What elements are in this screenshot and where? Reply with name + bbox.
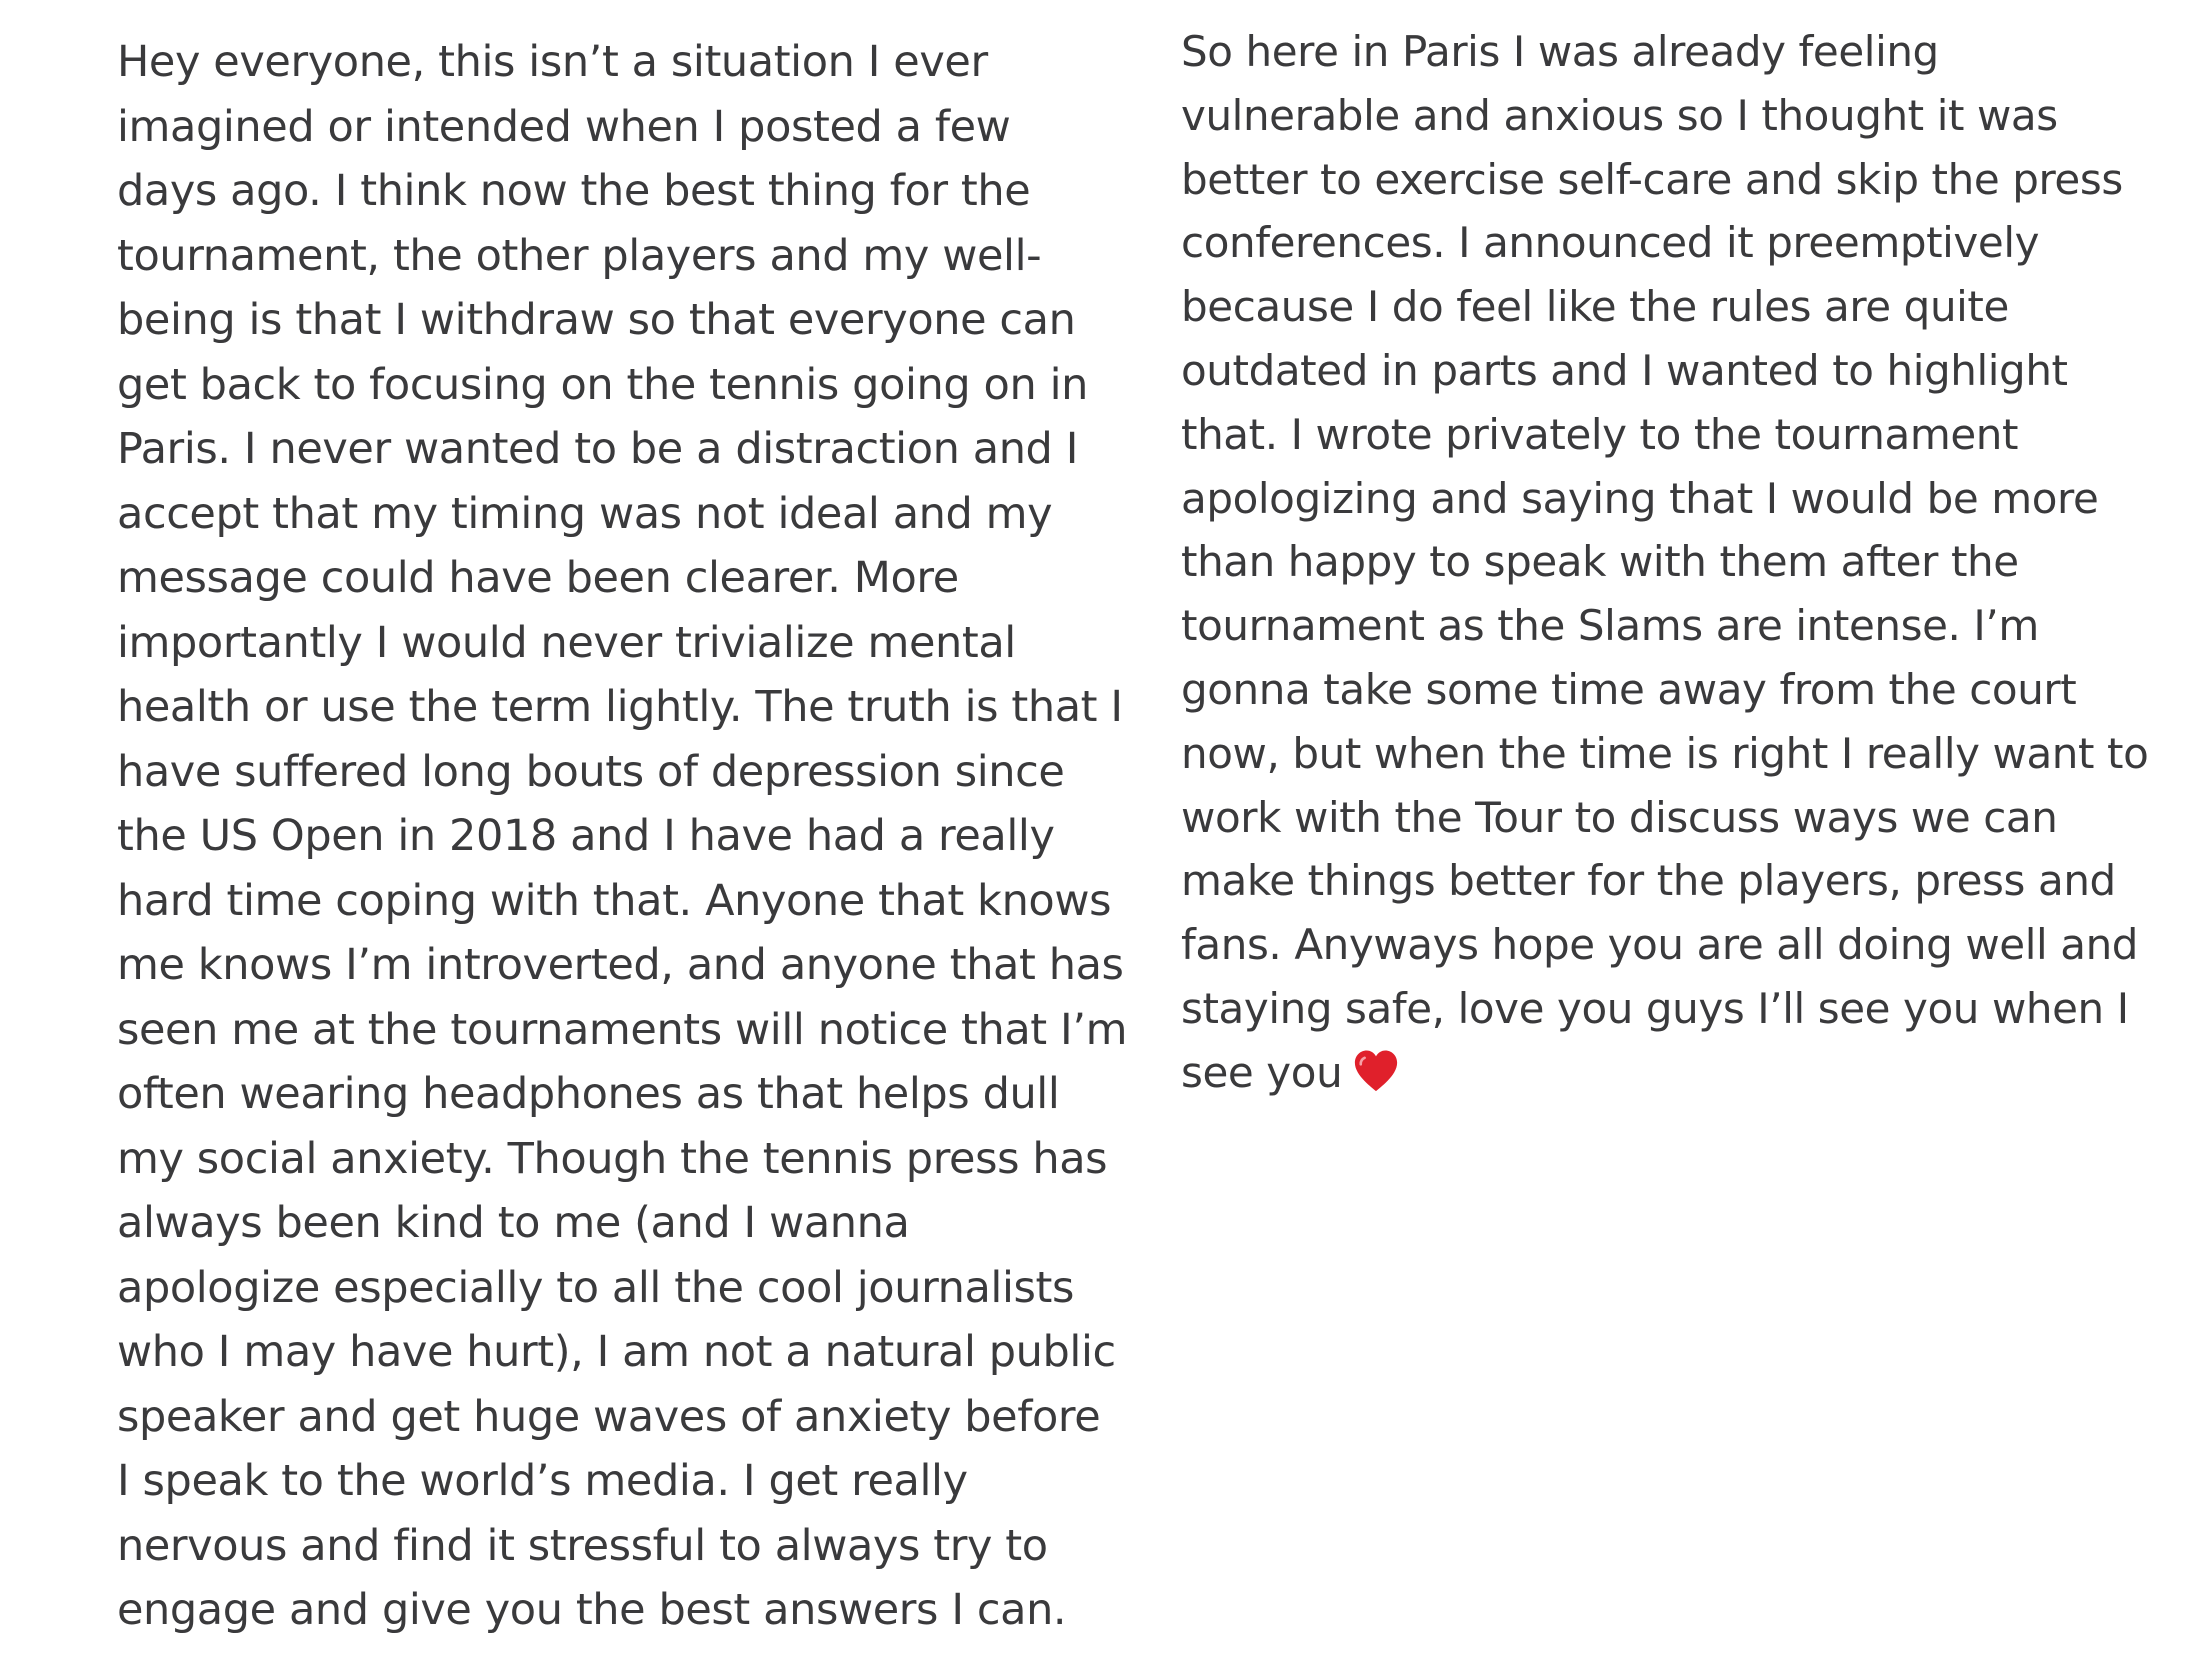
statement-left-line: being is that I withdraw so that everyone can — [117, 295, 1076, 345]
statement-left-column — [117, 30, 1128, 1643]
statement-left-line: seen me at the tournaments will notice that I’m — [117, 1004, 1128, 1055]
statement-left-line: always been kind to me (and I wanna — [117, 1198, 910, 1248]
statement-left-line: have suffered long bouts of depression since — [117, 746, 1065, 797]
statement-right-line: gonna take some time away from the court — [1181, 664, 2077, 714]
statement-left-line: Hey everyone, this isn’t a situation I ever — [117, 37, 988, 87]
statement-left-line: the US Open in 2018 and I have had a really — [117, 811, 1055, 861]
statement-right-line: work with the Tour to discuss ways we can — [1181, 792, 2058, 842]
statement-right-line: fans. Anyways hope you are all doing well and — [1181, 920, 2139, 970]
red-heart-icon — [1350, 1044, 1402, 1096]
statement-left-line: imagined or intended when I posted a few — [117, 101, 1011, 152]
statement-closing-line — [1181, 1041, 2141, 1105]
statement-right-line: So here in Paris I was already feeling — [1181, 27, 1939, 76]
statement-right-line: conferences. I announced it preemptively — [1181, 218, 2040, 268]
statement-left-line: nervous and find it stressful to always try to — [117, 1520, 1048, 1571]
statement-left-line: me knows I’m introverted, and anyone that has — [117, 940, 1124, 990]
statement-right-line: staying safe, love you guys I’ll see you when I — [1181, 983, 2129, 1033]
statement-left-line: importantly I would never trivialize mental — [117, 617, 1016, 668]
statement-left-line: get back to focusing on the tennis going on in — [117, 359, 1088, 410]
statement-left-line: I speak to the world’s media. I get really — [117, 1456, 968, 1506]
statement-right-line: outdated in parts and I wanted to highlight — [1181, 345, 2068, 395]
statement-right-line: apologizing and saying that I would be more — [1181, 473, 2099, 523]
statement-left-line: who I may have hurt), I am not a natural public — [117, 1327, 1116, 1377]
statement-left-line: often wearing headphones as that helps dull — [117, 1069, 1060, 1119]
statement-right-line: now, but when the time is right I really want to — [1181, 728, 2149, 778]
statement-left-line: days ago. I think now the best thing for the — [117, 166, 1031, 216]
statement-left-line: tournament, the other players and my well- — [117, 230, 1042, 281]
statement-left-line: Paris. I never wanted to be a distraction and I — [117, 424, 1079, 474]
statement-right-line: than happy to speak with them after the — [1181, 537, 2019, 587]
statement-left-line: message could have been clearer. More — [117, 553, 959, 603]
statement-left-line: engage and give you the best answers I can. — [117, 1585, 1067, 1635]
statement-right-column — [1181, 20, 2149, 1105]
closing-text: see you — [1181, 1047, 1343, 1097]
statement-left-line: speaker and get huge waves of anxiety before — [117, 1391, 1101, 1442]
statement-right-line: tournament as the Slams are intense. I’m — [1181, 601, 2039, 651]
statement-right-line: that. I wrote privately to the tournament — [1181, 409, 2019, 459]
statement-right-line: vulnerable and anxious so I thought it was — [1181, 90, 2058, 140]
statement-left-line: health or use the term lightly. The truth is that I — [117, 682, 1123, 732]
statement-right-line: because I do feel like the rules are quite — [1181, 282, 2009, 332]
statement-left-line: hard time coping with that. Anyone that knows — [117, 875, 1112, 926]
statement-left-line: apologize especially to all the cool journalists — [117, 1262, 1074, 1313]
statement-right-line: better to exercise self-care and skip the press — [1181, 154, 2123, 204]
statement-right-line: make things better for the players, press and — [1181, 856, 2116, 906]
statement-left-line: my social anxiety. Though the tennis press has — [117, 1133, 1108, 1184]
statement-left-line: accept that my timing was not ideal and my — [117, 488, 1053, 539]
